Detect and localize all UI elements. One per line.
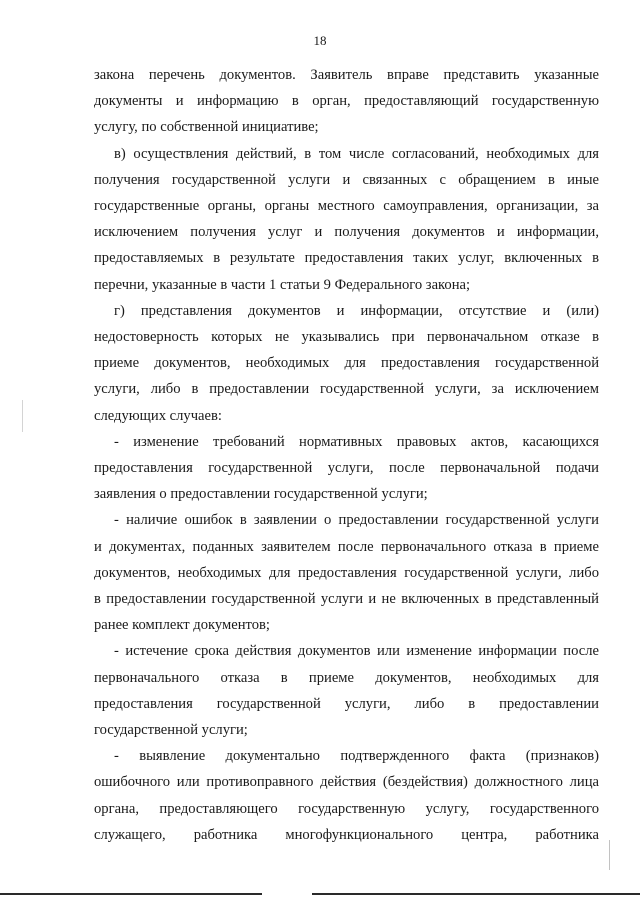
- text-line: закона перечень документов. Заявитель вправе представить указанные: [94, 67, 599, 83]
- scan-artifact-left: [22, 400, 23, 432]
- text-line: в) осуществления действий, в том числе согласований, необходимых для: [114, 145, 599, 162]
- text-line: предоставления государственной услуги, либо в предоставлении: [94, 695, 599, 712]
- text-line: предоставляемых в результате предоставления таких услуг, включенных в: [94, 250, 599, 267]
- text-line: - выявление документально подтвержденного факта (признаков): [114, 748, 599, 765]
- text-line: заявления о предоставлении государственной услуги;: [94, 486, 428, 503]
- text-line: государственной услуги;: [94, 722, 248, 739]
- text-line: перечни, указанные в части 1 статьи 9 Федерального закона;: [94, 276, 471, 293]
- text-line: предоставления государственной услуги, после первоначальной подачи: [94, 460, 599, 477]
- text-line: исключением получения услуг и получения документов и информации,: [94, 224, 599, 241]
- text-line: следующих случаев:: [94, 407, 222, 424]
- page-bottom-edge: [0, 893, 640, 895]
- text-line: в предоставлении государственной услуги и не включенных в представленный: [94, 591, 599, 608]
- page-number: 18: [313, 33, 327, 48]
- text-line: недостоверность которых не указывались при первоначальном отказе в: [94, 329, 599, 346]
- text-line: документов, необходимых для предоставления государственной услуги, либо: [94, 564, 599, 581]
- text-line: и документах, поданных заявителем после первоначального отказа в приеме: [94, 538, 599, 555]
- text-line: документы и информацию в орган, предоставляющий государственную: [94, 93, 599, 110]
- text-line: - истечение срока действия документов или изменение информации после: [114, 643, 599, 660]
- text-line: - наличие ошибок в заявлении о предоставлении государственной услуги: [114, 512, 599, 529]
- text-line: - изменение требований нормативных правовых актов, касающихся: [114, 433, 599, 450]
- text-line: ошибочного или противоправного действия (бездействия) должностного лица: [94, 774, 599, 791]
- text-line: служащего, работника многофункционального центра, работника: [94, 826, 599, 843]
- text-line: органа, предоставляющего государственную услугу, государственного: [94, 800, 599, 817]
- text-line: первоначального отказа в приеме документов, необходимых для: [94, 669, 599, 686]
- text-line: ранее комплект документов;: [94, 617, 270, 634]
- text-line: государственные органы, органы местного самоуправления, организации, за: [94, 198, 599, 215]
- text-line: получения государственной услуги и связанных с обращением в иные: [94, 171, 599, 188]
- page-bottom-edge-gap: [262, 892, 312, 896]
- body-text: [94, 62, 599, 848]
- text-line: приеме документов, необходимых для предоставления государственной: [94, 355, 599, 372]
- text-line: услугу, по собственной инициативе;: [94, 119, 319, 136]
- text-line: услуги, либо в предоставлении государственной услуги, за исключением: [94, 381, 599, 398]
- scan-artifact-right: [609, 840, 610, 870]
- text-line: г) представления документов и информации, отсутствие и (или): [114, 302, 599, 319]
